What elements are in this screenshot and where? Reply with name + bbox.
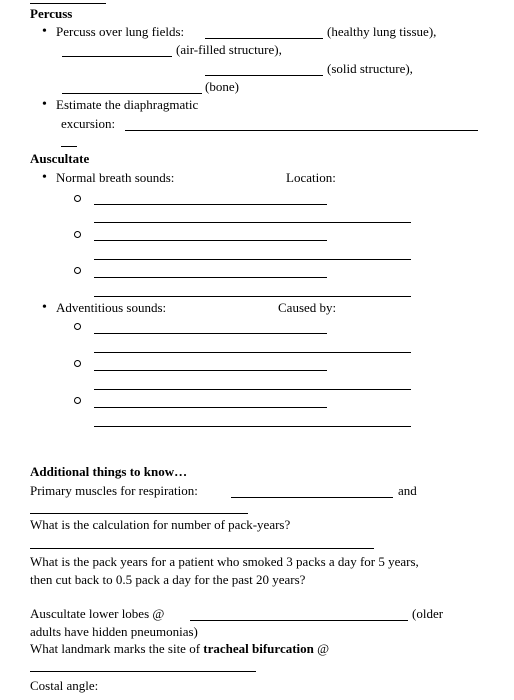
bullet-icon: • bbox=[42, 97, 47, 112]
blank-line[interactable] bbox=[94, 370, 327, 371]
blank-line[interactable] bbox=[30, 3, 106, 4]
blank-line[interactable] bbox=[61, 146, 77, 147]
bullet-icon: • bbox=[42, 170, 47, 185]
circle-bullet-icon bbox=[74, 323, 81, 330]
blank-line[interactable] bbox=[231, 497, 393, 498]
diaphragm-label-line1: Estimate the diaphragmatic bbox=[56, 97, 199, 112]
blank-line[interactable] bbox=[30, 671, 256, 672]
blank-line[interactable] bbox=[62, 93, 202, 94]
blank-line[interactable] bbox=[94, 296, 411, 297]
blank-line[interactable] bbox=[30, 548, 374, 549]
primary-muscles-label: Primary muscles for respiration: bbox=[30, 483, 198, 498]
circle-bullet-icon bbox=[74, 397, 81, 404]
lower-lobes-label: Auscultate lower lobes @ bbox=[30, 606, 165, 621]
bullet-icon: • bbox=[42, 24, 47, 39]
pack-years-calc-question: What is the calculation for number of pack-years? bbox=[30, 517, 291, 532]
older-label: (older bbox=[412, 606, 444, 621]
diaphragm-label-line2: excursion: bbox=[61, 116, 116, 131]
blank-line[interactable] bbox=[94, 407, 327, 408]
blank-line[interactable] bbox=[94, 333, 327, 334]
additional-heading: Additional things to know… bbox=[30, 464, 188, 479]
and-label: and bbox=[398, 483, 417, 498]
air-filled-label: (air-filled structure), bbox=[176, 42, 282, 57]
adventitious-sounds-label: Adventitious sounds: bbox=[56, 300, 167, 315]
costal-angle-label: Costal angle: bbox=[30, 678, 99, 693]
auscultate-heading: Auscultate bbox=[30, 151, 90, 166]
bullet-icon: • bbox=[42, 300, 47, 315]
blank-line[interactable] bbox=[125, 130, 478, 131]
blank-line[interactable] bbox=[94, 204, 327, 205]
hidden-pneumonias-label: adults have hidden pneumonias) bbox=[30, 624, 198, 639]
blank-line[interactable] bbox=[205, 38, 323, 39]
blank-line[interactable] bbox=[94, 389, 411, 390]
landmark-question bbox=[30, 641, 329, 656]
pack-years-question-line1: What is the pack years for a patient who smoked 3 packs a day for 5 years, bbox=[30, 554, 419, 569]
at-symbol: @ bbox=[317, 641, 330, 656]
percuss-heading: Percuss bbox=[30, 6, 73, 21]
blank-line[interactable] bbox=[62, 56, 172, 57]
bone-label: (bone) bbox=[205, 79, 239, 94]
pack-years-question-line2: then cut back to 0.5 pack a day for the past 20 years? bbox=[30, 572, 306, 587]
blank-line[interactable] bbox=[94, 426, 411, 427]
circle-bullet-icon bbox=[74, 195, 81, 202]
caused-by-label: Caused by: bbox=[278, 300, 337, 315]
circle-bullet-icon bbox=[74, 360, 81, 367]
blank-line[interactable] bbox=[94, 352, 411, 353]
solid-structure-label: (solid structure), bbox=[327, 61, 413, 76]
blank-line[interactable] bbox=[94, 259, 411, 260]
blank-line[interactable] bbox=[30, 513, 248, 514]
blank-line[interactable] bbox=[205, 75, 323, 76]
circle-bullet-icon bbox=[74, 267, 81, 274]
blank-line[interactable] bbox=[190, 620, 408, 621]
circle-bullet-icon bbox=[74, 231, 81, 238]
blank-line[interactable] bbox=[94, 222, 411, 223]
percuss-lung-fields-label: Percuss over lung fields: bbox=[56, 24, 185, 39]
tracheal-bifurcation-text: tracheal bifurcation bbox=[203, 641, 314, 656]
location-label: Location: bbox=[286, 170, 336, 185]
normal-breath-sounds-label: Normal breath sounds: bbox=[56, 170, 175, 185]
healthy-tissue-label: (healthy lung tissue), bbox=[327, 24, 437, 39]
landmark-question-prefix: What landmark marks the site of bbox=[30, 641, 201, 656]
blank-line[interactable] bbox=[94, 277, 327, 278]
blank-line[interactable] bbox=[94, 240, 327, 241]
